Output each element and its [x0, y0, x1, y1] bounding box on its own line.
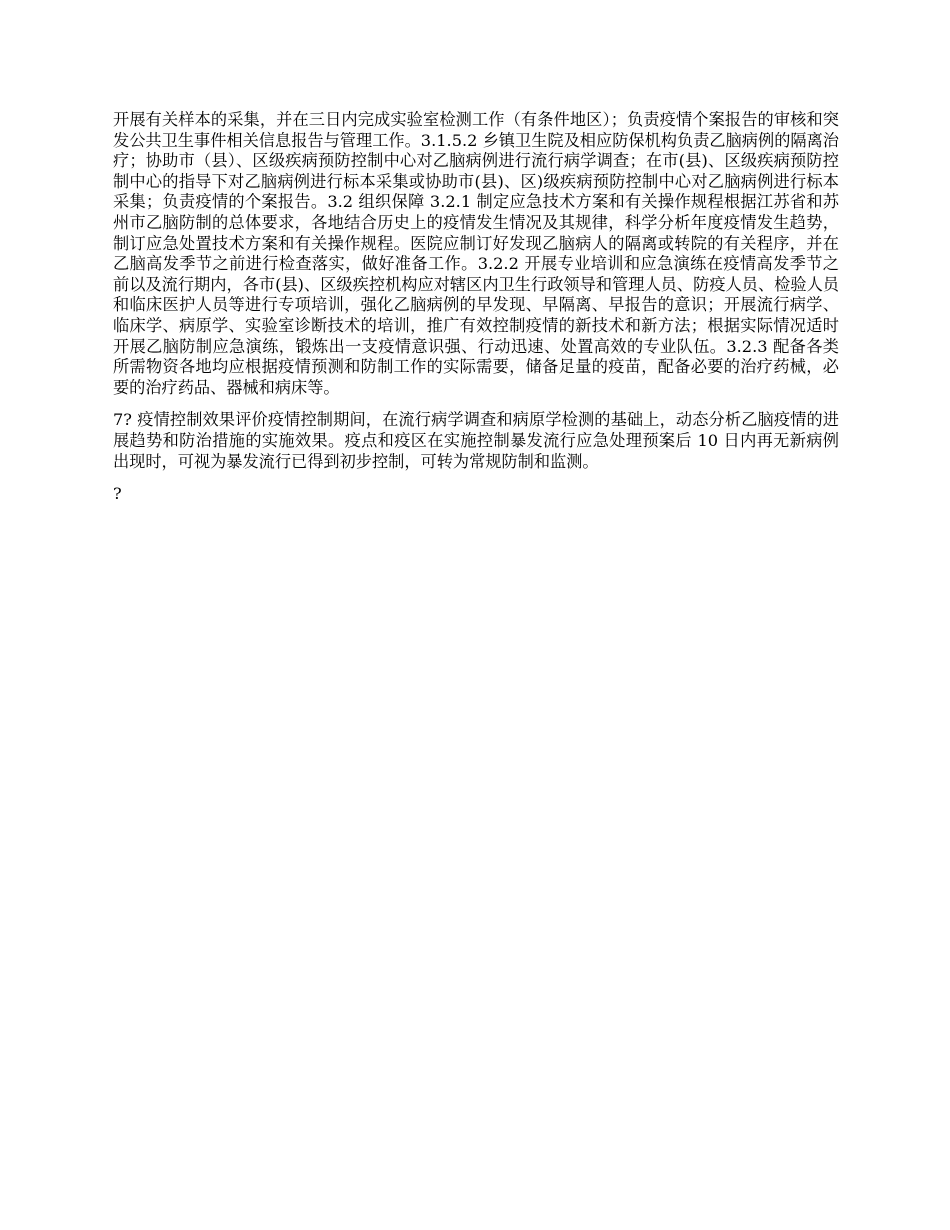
paragraph-2: 7? 疫情控制效果评价疫情控制期间，在流行病学调查和病原学检测的基础上，动态分析乙脑疫情的进展趋势和防治措施的实施效果。疫点和疫区在实施控制暴发流行应急处理预案后 10 日内再无新病例出现时，可视为暴发流行已得到初步控制，可转为常规防制和监测。 [113, 410, 839, 471]
paragraph-1: 开展有关样本的采集，并在三日内完成实验室检测工作（有条件地区）；负责疫情个案报告的审核和突发公共卫生事件相关信息报告与管理工作。3.1.5.2 乡镇卫生院及相应防保机构负责乙脑病例的隔离治疗；协助市（县）、区级疾病预防控制中心对乙脑病例进行流行病学调查；在市(县)、区级疾病预防控制中心的指导下对乙脑病例进行标本采集或协助市(县)、区)级疾病预防控制中心对乙脑病例进行标本采集；负责疫情的个案报告。3.2 组织保障 3.2.1 制定应急技术方案和有关操作规程根据江苏省和苏州市乙脑防制的总体要求，各地结合历史上的疫情发生情况及其规律，科学分析年度疫情发生趋势，制订应急处置技术方案和有关操作规程。医院应制订好发现乙脑病人的隔离或转院的有关程序，并在乙脑高发季节之前进行检查落实，做好准备工作。3.2.2 开展专业培训和应急演练在疫情高发季节之前以及流行期内，各市(县)、区级疾控机构应对辖区内卫生行政领导和管理人员、防疫人员、检验人员和临床医护人员等进行专项培训，强化乙脑病例的早发现、早隔离、早报告的意识；开展流行病学、临床学、病原学、实验室诊断技术的培训，推广有效控制疫情的新技术和新方法；根据实际情况适时开展乙脑防制应急演练，锻炼出一支疫情意识强、行动迅速、处置高效的专业队伍。3.2.3 配备各类所需物资各地均应根据疫情预测和防制工作的实际需要，储备足量的疫苗，配备必要的治疗药械，必要的治疗药品、器械和病床等。 [113, 110, 839, 397]
document-body [113, 110, 839, 517]
paragraph-3: ? [113, 484, 122, 504]
